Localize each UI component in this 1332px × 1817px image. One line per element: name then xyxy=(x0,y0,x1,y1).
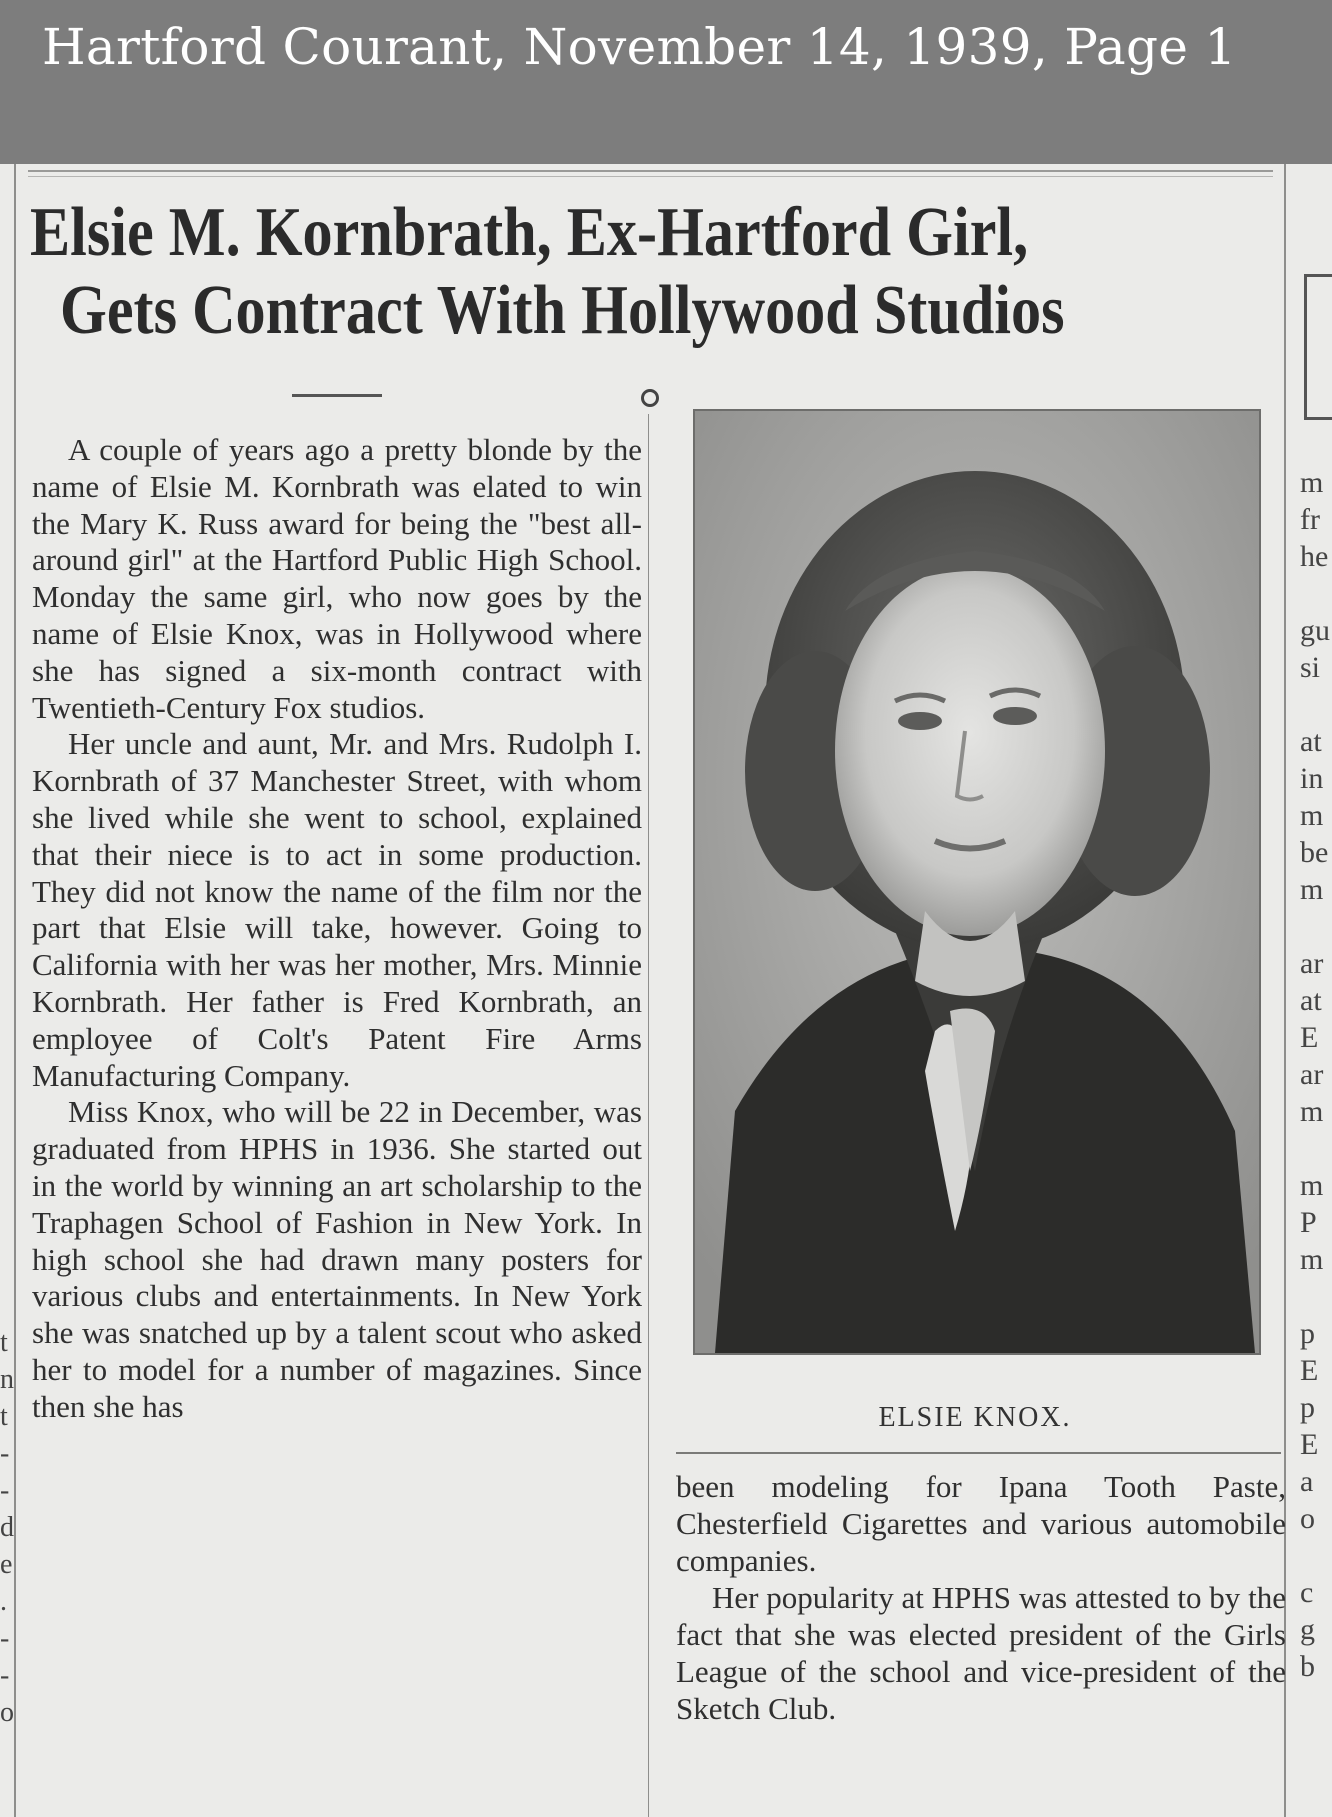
fragment-text: t xyxy=(0,1327,8,1358)
adjacent-column-fragments xyxy=(1300,464,1332,1685)
top-rule xyxy=(28,170,1273,177)
fragment-text: o xyxy=(0,1697,14,1728)
fragment-text: P xyxy=(1300,1206,1317,1239)
paragraph-2: Her uncle and aunt, Mr. and Mrs. Rudolph I. Kornbrath of 37 Manchester Street, with whom she lived while she went to school, explained that their niece is to act in some production. They did not know the name of the film nor the part that Elsie will take, however. Going to California with her was her mother, Mrs. Minnie Kornbrath. Her father is Fred Kornbrath, an employee of Colt's Patent Fire Arms Manufacturing Company. xyxy=(32,726,642,1093)
fragment-text: - xyxy=(0,1475,10,1506)
photo-caption: ELSIE KNOX. xyxy=(878,1402,1072,1433)
fragment-text: m xyxy=(1300,1243,1324,1276)
fragment-text: p xyxy=(1300,1391,1315,1424)
fragment-text: b xyxy=(1300,1650,1315,1683)
fragment-text: g xyxy=(1300,1613,1315,1646)
article-column-1 xyxy=(32,432,642,1426)
fragment-text: E xyxy=(1300,1428,1319,1461)
fragment-text: d xyxy=(0,1512,14,1543)
fragment-text: m xyxy=(1300,1169,1324,1202)
paragraph-4: been modeling for Ipana Tooth Paste, Chesterfield Cigarettes and various automobile companies. xyxy=(676,1469,1286,1578)
paragraph-1: A couple of years ago a pretty blonde by the name of Elsie M. Kornbrath was elated to win the Mary K. Russ award for being the "best all-around girl" at the Hartford Public High School. Monday the same girl, who now goes by the name of Elsie Knox, was in Hollywood where she has signed a six-month contract with Twentieth-Century Fox studios. xyxy=(32,432,642,725)
adjacent-box-fragment xyxy=(1304,274,1332,420)
fragment-text: E xyxy=(1300,1021,1319,1054)
fragment-text: e xyxy=(0,1549,13,1580)
fragment-text: a xyxy=(1300,1465,1314,1498)
headline-line-2: Gets Contract With Hollywood Studios xyxy=(60,272,1065,349)
fragment-text: fr xyxy=(1300,503,1320,536)
fragment-text xyxy=(1300,575,1332,612)
fragment-text: p xyxy=(1300,1317,1315,1350)
headline-line-1: Elsie M. Kornbrath, Ex-Hartford Girl, xyxy=(30,194,1029,271)
article-column-2 xyxy=(676,1468,1286,1727)
fragment-text: E xyxy=(1300,1354,1319,1387)
fragment-text xyxy=(1300,908,1332,945)
newspaper-clipping xyxy=(0,164,1332,1817)
fragment-text: - xyxy=(0,1660,10,1691)
fragment-text: m xyxy=(1300,1095,1324,1128)
paragraph-5: Her popularity at HPHS was attested to by the fact that she was elected president of the Girls League of the school and vice-president of the Sketch Club. xyxy=(676,1580,1286,1726)
fragment-text: - xyxy=(0,1623,10,1654)
caption-bar xyxy=(0,0,1332,164)
fragment-text xyxy=(1300,686,1332,723)
fragment-text: at xyxy=(1300,725,1322,758)
left-column-rule xyxy=(14,164,16,1817)
fragment-text: si xyxy=(1300,651,1321,684)
fragment-text: m xyxy=(1300,799,1324,832)
headline xyxy=(30,194,1280,350)
fragment-text: m xyxy=(1300,466,1324,499)
portrait-photo xyxy=(693,409,1261,1355)
fragment-text: t xyxy=(0,1401,8,1432)
caption-rule xyxy=(676,1452,1281,1454)
fragment-text xyxy=(1300,1278,1332,1315)
fragment-text: c xyxy=(1300,1576,1314,1609)
fragment-text: - xyxy=(0,1438,10,1469)
center-column-rule xyxy=(648,414,649,1817)
fragment-text: he xyxy=(1300,540,1329,573)
left-column-fragments xyxy=(0,1324,14,1731)
fragment-text xyxy=(1300,1130,1332,1167)
fragment-text: be xyxy=(1300,836,1329,869)
fragment-text: . xyxy=(0,1586,7,1617)
dash-rule xyxy=(292,394,382,397)
fragment-text: n xyxy=(0,1364,14,1395)
fragment-text: ar xyxy=(1300,947,1324,980)
caption-title: Hartford Courant, November 14, 1939, Page 1 xyxy=(42,18,1237,76)
fragment-text xyxy=(1300,1537,1332,1574)
fragment-text: o xyxy=(1300,1502,1315,1535)
ornament-dot xyxy=(641,389,659,407)
portrait-image xyxy=(695,411,1259,1353)
fragment-text: at xyxy=(1300,984,1322,1017)
fragment-text: m xyxy=(1300,873,1324,906)
fragment-text: gu xyxy=(1300,614,1330,647)
fragment-text: ar xyxy=(1300,1058,1324,1091)
paragraph-3: Miss Knox, who will be 22 in December, was graduated from HPHS in 1936. She started out in the world by winning an art scholarship to the Traphagen School of Fashion in New York. In high school she had drawn many posters for various clubs and entertainments. In New York she was snatched up by a talent scout who asked her to model for a number of magazines. Since then she has xyxy=(32,1094,642,1424)
fragment-text: in xyxy=(1300,762,1324,795)
